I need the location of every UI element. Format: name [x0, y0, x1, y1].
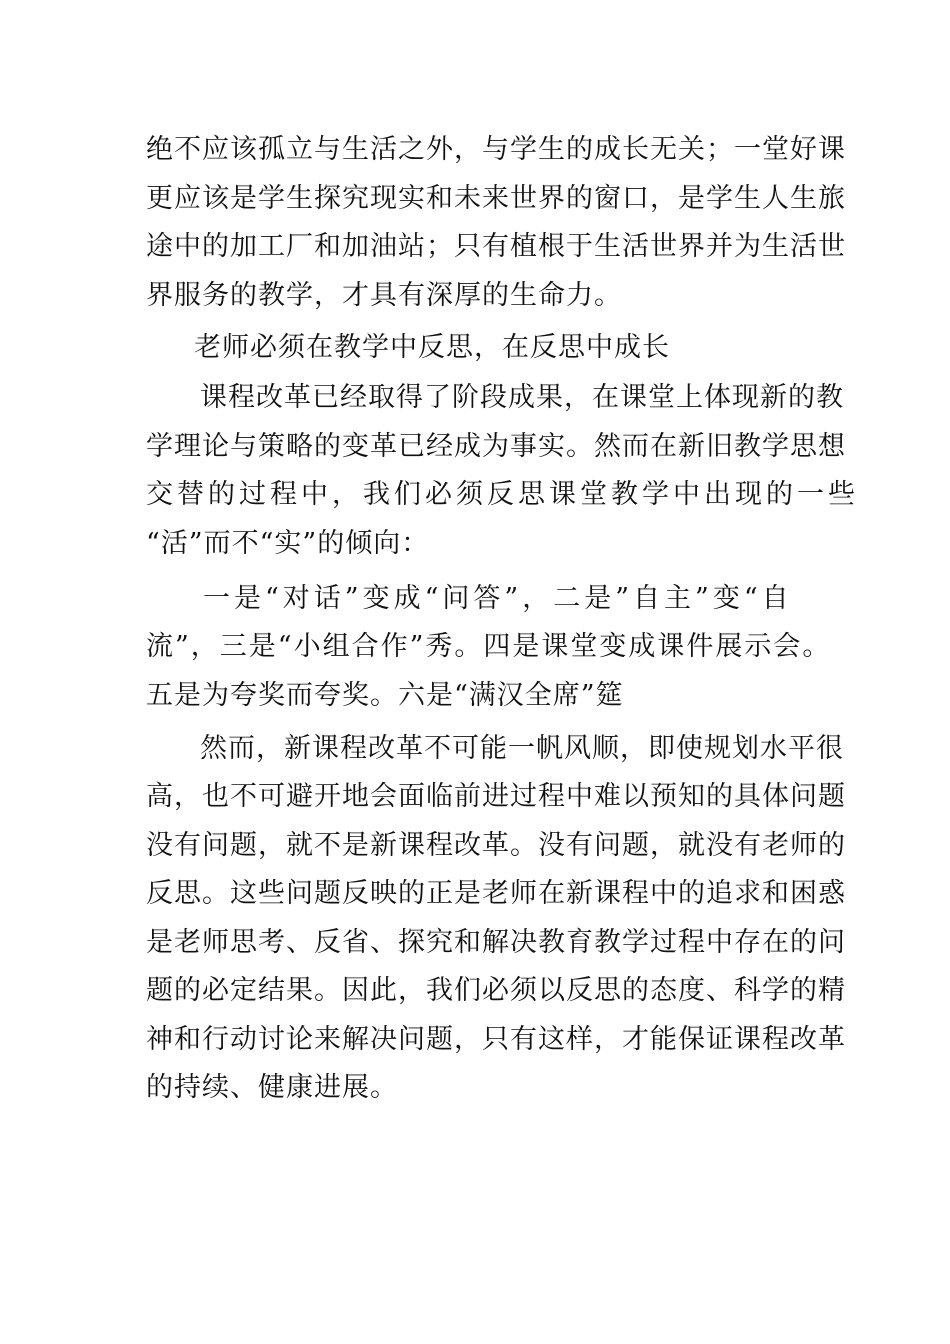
paragraph-line: 是老师思考、反省、探究和解决教育教学过程中存在的问	[146, 927, 846, 958]
paragraph-line: 然而，新课程改革不可能一帆风顺，即使规划水平很	[200, 733, 844, 764]
paragraph-line: 一是“对话”变成“问答”，二是”自主”变“自	[203, 583, 793, 614]
paragraph-line: 更应该是学生探究现实和未来世界的窗口，是学生人生旅	[146, 183, 846, 214]
paragraph-line: 神和行动讨论来解决问题，只有这样，才能保证课程改革	[146, 1024, 846, 1055]
paragraph-line: 没有问题，就不是新课程改革。没有问题，就没有老师的	[146, 830, 846, 861]
paragraph-line: 学理论与策略的变革已经成为事实。然而在新旧教学思想	[146, 431, 846, 462]
paragraph-line: 课程改革已经取得了阶段成果，在课堂上体现新的教	[200, 382, 844, 413]
paragraph-line: 五是为夸奖而夸奖。六是“满汉全席”筵	[146, 680, 624, 711]
paragraph-line: 途中的加工厂和加油站；只有植根于生活世界并为生活世	[146, 231, 846, 262]
paragraph-line: 反思。这些问题反映的正是老师在新课程中的追求和困惑	[146, 878, 846, 909]
paragraph-line: 绝不应该孤立与生活之外，与学生的成长无关；一堂好课	[146, 134, 846, 165]
paragraph-line: 高，也不可避开地会面临前进过程中难以预知的具体问题	[146, 781, 846, 812]
paragraph-line: 交替的过程中，我们必须反思课堂教学中出现的一些	[146, 479, 859, 510]
paragraph-line: “活”而不“实”的倾向：	[146, 528, 430, 559]
section-heading: 老师必须在教学中反思，在反思中成长	[194, 332, 670, 363]
paragraph-line: 界服务的教学，才具有深厚的生命力。	[146, 280, 622, 311]
paragraph-line: 题的必定结果。因此，我们必须以反思的态度、科学的精	[146, 975, 846, 1006]
paragraph-line: 的持续、健康进展。	[146, 1072, 398, 1103]
paragraph-line: 流”，三是“小组合作”秀。四是课堂变成课件展示会。	[146, 631, 832, 662]
